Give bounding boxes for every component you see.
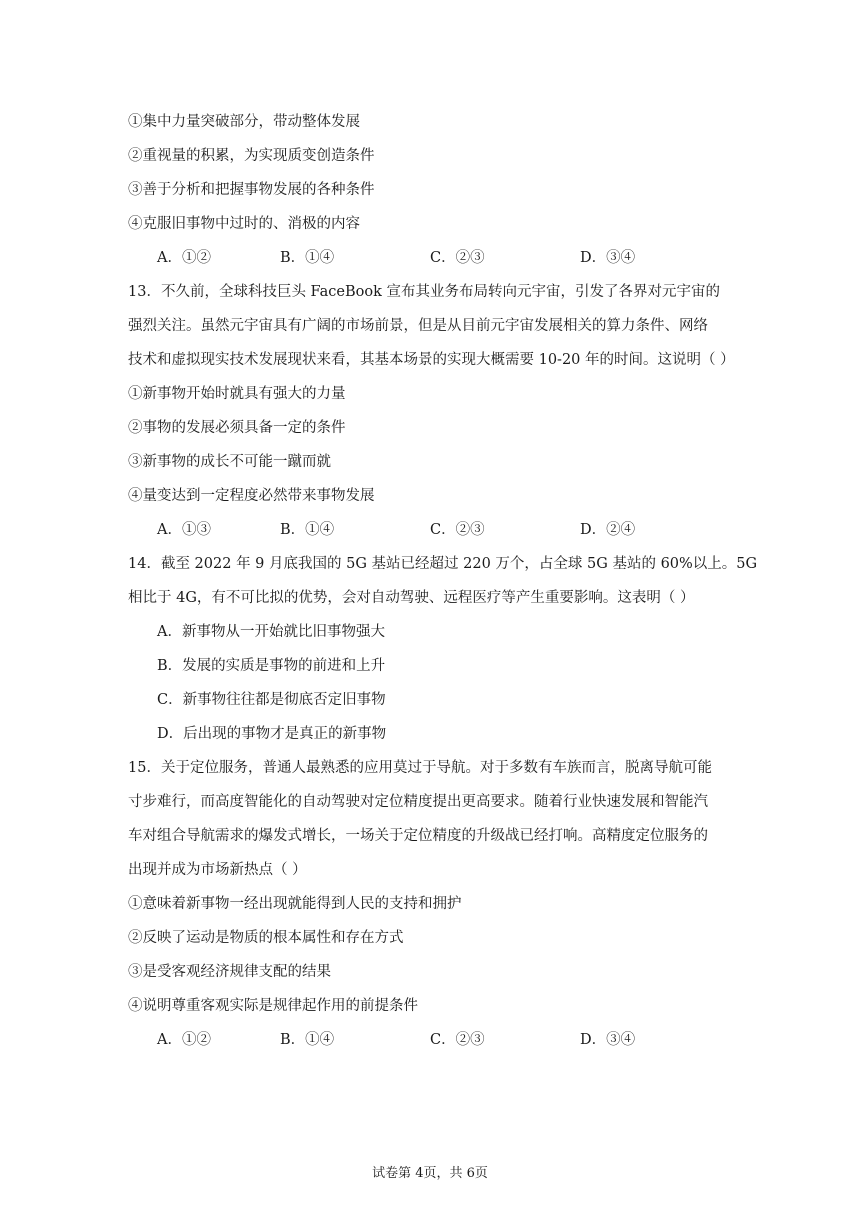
q13-item-1: ①新事物开始时就具有强大的力量 [128, 386, 346, 402]
q15-option-b: B．①④ [280, 1032, 335, 1048]
q13-stem-line-3: 技术和虚拟现实技术发展现状来看，其基本场景的实现大概需要 10-20 年的时间。这说明（ ） [128, 352, 735, 368]
q15-item-2: ②反映了运动是物质的根本属性和存在方式 [128, 930, 404, 946]
q12-option-d: D．③④ [580, 250, 636, 266]
q13-stem-line-2: 强烈关注。虽然元宇宙具有广阔的市场前景，但是从目前元宇宙发展相关的算力条件、网络 [128, 318, 708, 334]
q13-item-3: ③新事物的成长不可能一蹴而就 [128, 454, 331, 470]
q15-option-c: C．②③ [430, 1032, 485, 1048]
q13-option-d: D．②④ [580, 522, 636, 538]
q15-option-a: A．①② [157, 1032, 211, 1048]
q12-option-a: A．①② [157, 250, 211, 266]
q14-option-a: A．新事物从一开始就比旧事物强大 [157, 624, 385, 640]
q14-option-d: D．后出现的事物才是真正的新事物 [157, 726, 387, 742]
q15-stem-line-4: 出现并成为市场新热点（ ） [128, 862, 307, 878]
q15-item-3: ③是受客观经济规律支配的结果 [128, 964, 331, 980]
q15-item-4: ④说明尊重客观实际是规律起作用的前提条件 [128, 998, 418, 1014]
q13-option-b: B．①④ [280, 522, 335, 538]
q13-item-4: ④量变达到一定程度必然带来事物发展 [128, 488, 375, 504]
page-footer: 试卷第 4页，共 6页 [372, 1166, 488, 1181]
q14-option-b: B．发展的实质是事物的前进和上升 [157, 658, 386, 674]
q14-option-c: C．新事物往往都是彻底否定旧事物 [157, 692, 386, 708]
q12-item-1: ①集中力量突破部分，带动整体发展 [128, 114, 360, 130]
q12-option-c: C．②③ [430, 250, 485, 266]
q14-stem-line-2: 相比于 4G，有不可比拟的优势，会对自动驾驶、远程医疗等产生重要影响。这表明（ ） [128, 590, 695, 606]
q15-stem-line-1: 15．关于定位服务，普通人最熟悉的应用莫过于导航。对于多数有车族而言，脱离导航可能 [128, 760, 712, 776]
q13-option-a: A．①③ [157, 522, 211, 538]
q12-item-4: ④克服旧事物中过时的、消极的内容 [128, 216, 360, 232]
q13-item-2: ②事物的发展必须具备一定的条件 [128, 420, 346, 436]
q12-option-b: B．①④ [280, 250, 335, 266]
q15-stem-line-3: 车对组合导航需求的爆发式增长，一场关于定位精度的升级战已经打响。高精度定位服务的 [128, 828, 708, 844]
q13-option-c: C．②③ [430, 522, 485, 538]
q15-option-d: D．③④ [580, 1032, 636, 1048]
q14-stem-line-1: 14．截至 2022 年 9 月底我国的 5G 基站已经超过 220 万个，占全球 5G 基站的 60%以上。5G [128, 556, 758, 572]
q15-item-1: ①意味着新事物一经出现就能得到人民的支持和拥护 [128, 896, 462, 912]
q15-stem-line-2: 寸步难行，而高度智能化的自动驾驶对定位精度提出更高要求。随着行业快速发展和智能汽 [128, 794, 708, 810]
q12-item-3: ③善于分析和把握事物发展的各种条件 [128, 182, 375, 198]
q12-item-2: ②重视量的积累，为实现质变创造条件 [128, 148, 375, 164]
q13-stem-line-1: 13．不久前，全球科技巨头 FaceBook 宣布其业务布局转向元宇宙，引发了各界对元宇宙的 [128, 284, 720, 300]
